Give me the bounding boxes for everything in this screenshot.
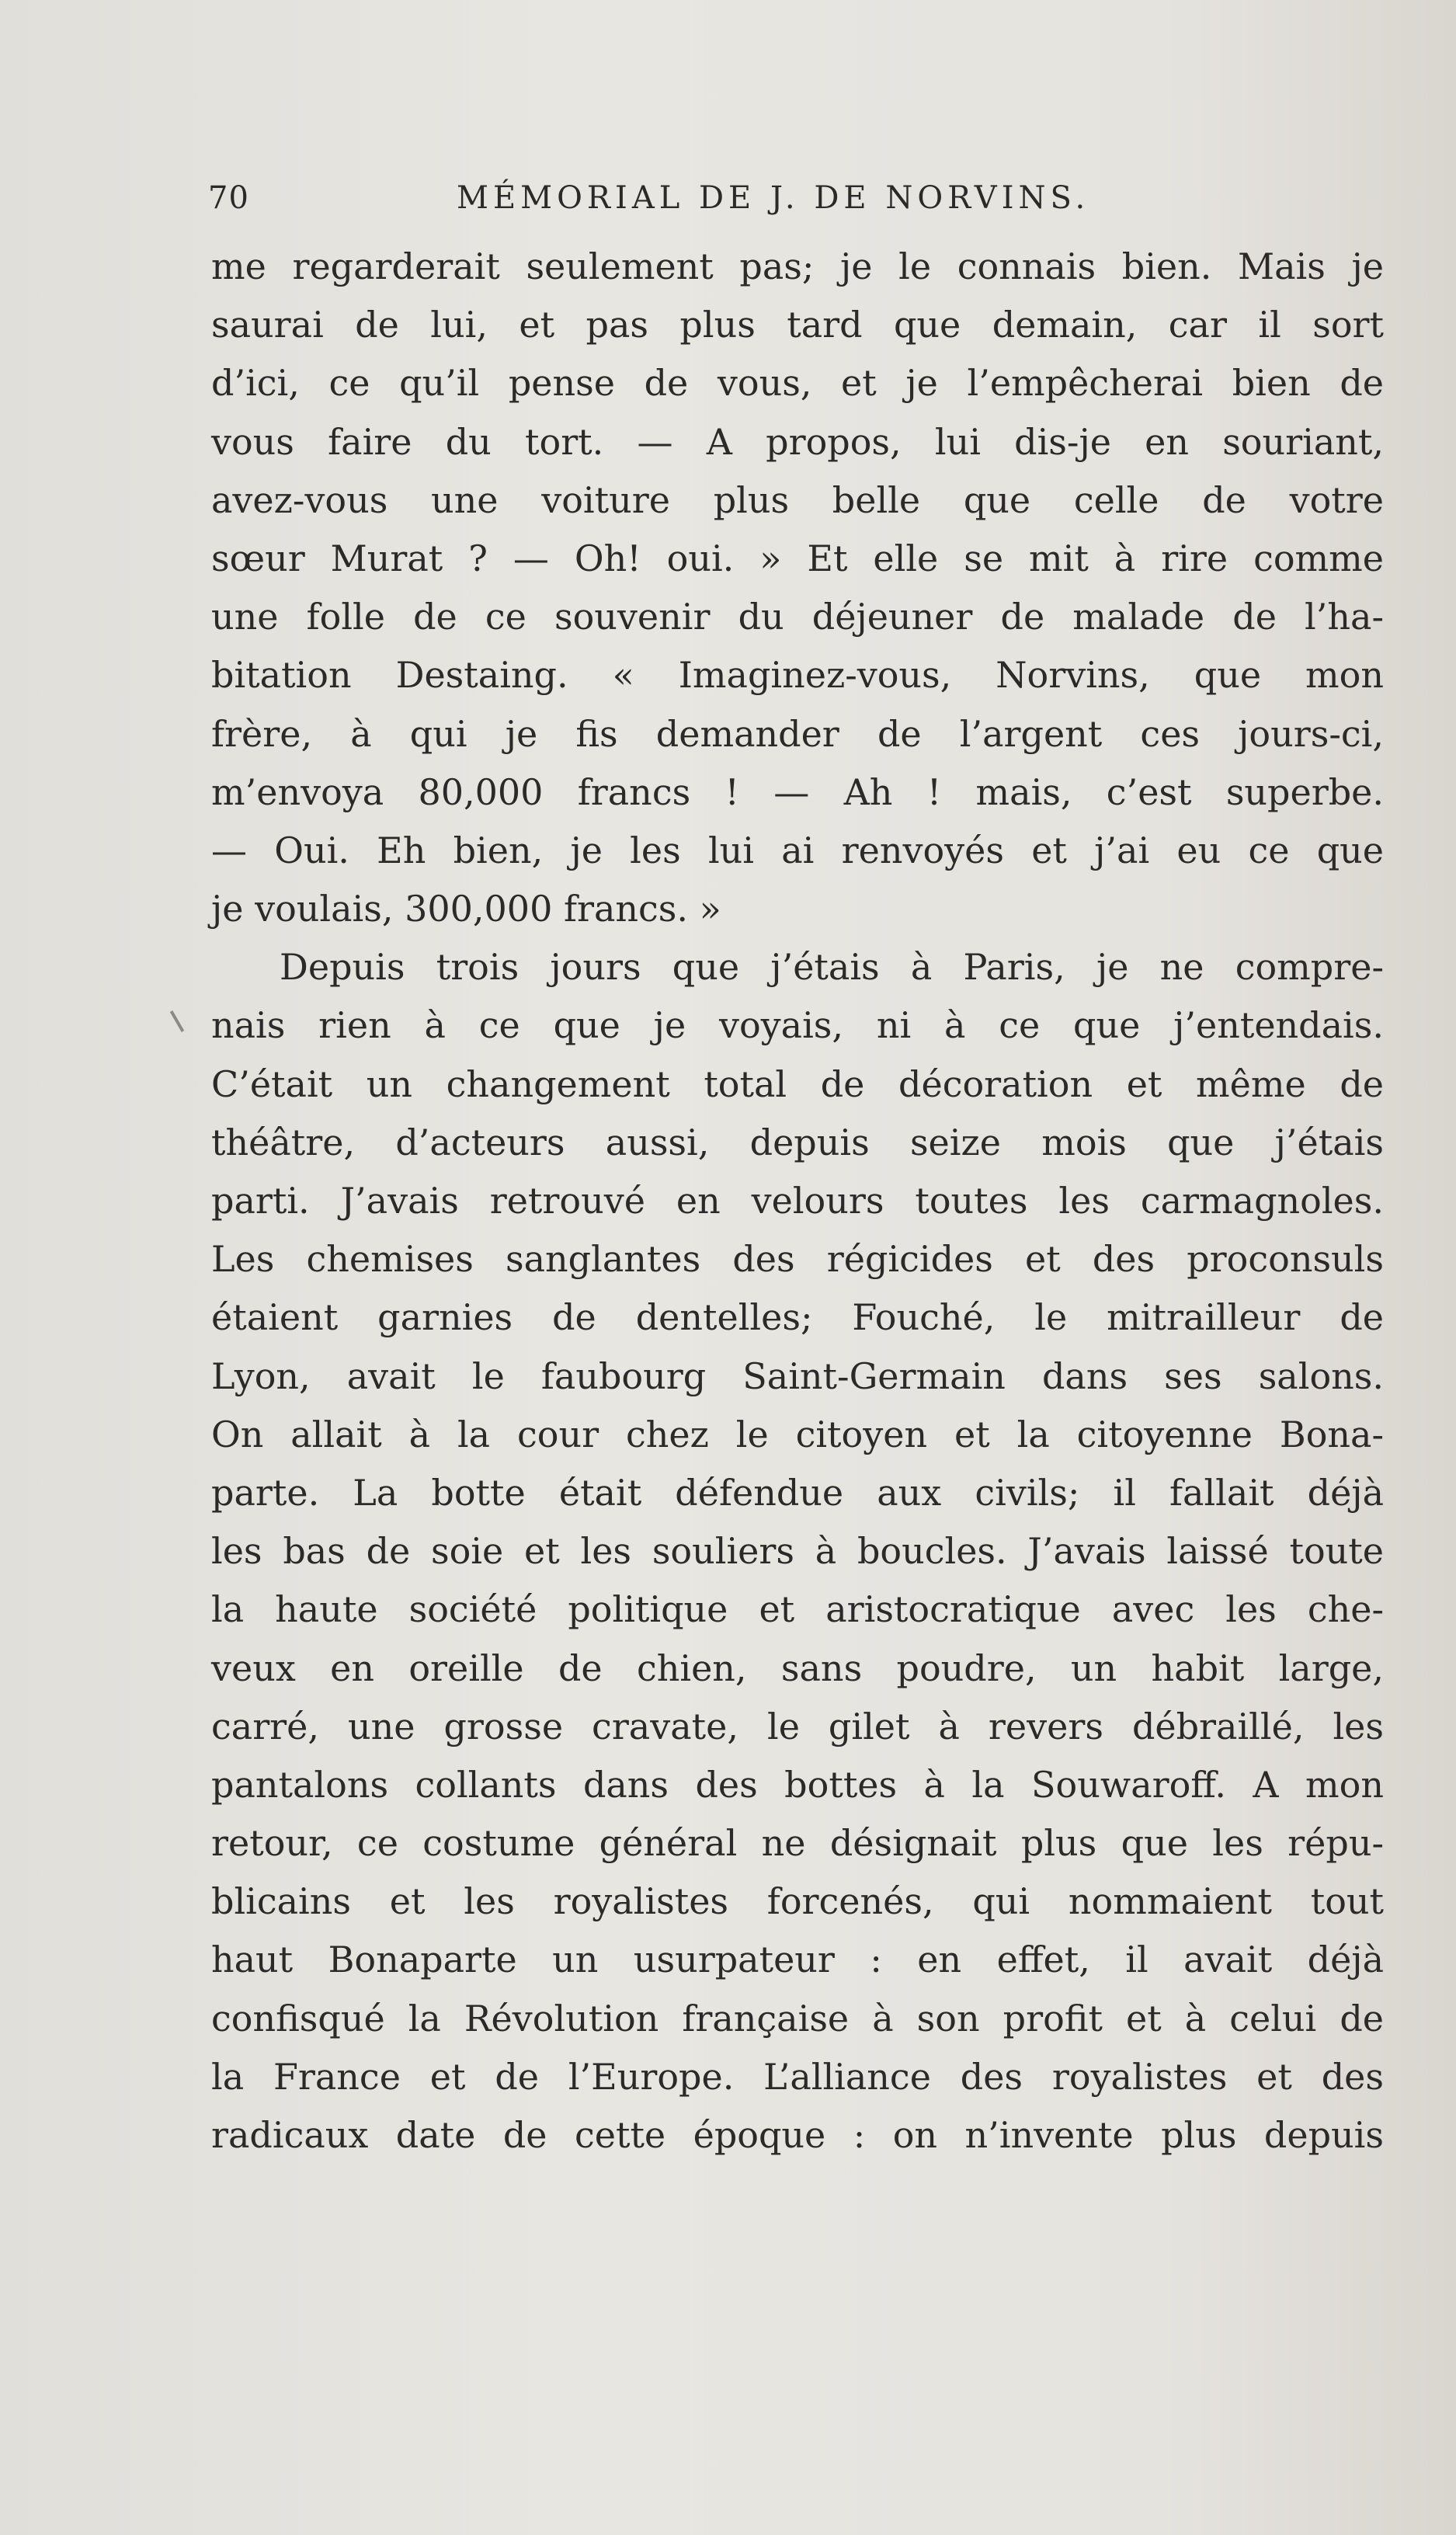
text-line: carré, une grosse cravate, le gilet à revers débraillé, les bbox=[211, 1705, 1384, 1747]
text-line: — Oui. Eh bien, je les lui ai renvoyés et j’ai eu ce que bbox=[211, 829, 1384, 871]
text-line: d’ici, ce qu’il pense de vous, et je l’empêcherai bien de bbox=[211, 362, 1384, 405]
text-line: les bas de soie et les souliers à boucles. J’avais laissé toute bbox=[211, 1530, 1384, 1573]
text-line: Les chemises sanglantes des régicides et des proconsuls bbox=[211, 1238, 1384, 1281]
text-line: me regarderait seulement pas; je le connais bien. Mais je bbox=[211, 245, 1384, 287]
paragraph-start-line: Depuis trois jours que j’étais à Paris, je ne compre- bbox=[280, 946, 1384, 989]
text-line: une folle de ce souvenir du déjeuner de malade de l’ha- bbox=[211, 596, 1384, 638]
text-line: vous faire du tort. — A propos, lui dis-je en souriant, bbox=[211, 420, 1384, 463]
text-line: la France et de l’Europe. L’alliance des royalistes et des bbox=[211, 2055, 1384, 2098]
text-line: nais rien à ce que je voyais, ni à ce que j’entendais. bbox=[211, 1004, 1384, 1047]
text-line: Lyon, avait le faubourg Saint-Germain dans ses salons. bbox=[211, 1354, 1384, 1397]
text-line: veux en oreille de chien, sans poudre, un habit large, bbox=[211, 1647, 1384, 1689]
text-line: m’envoya 80,000 francs ! — Ah ! mais, c’est superbe. bbox=[211, 770, 1384, 813]
text-line: radicaux date de cette époque : on n’invente plus depuis bbox=[211, 2114, 1384, 2156]
text-line: confisqué la Révolution française à son profit et à celui de bbox=[211, 1997, 1384, 2039]
margin-mark bbox=[170, 1010, 184, 1032]
text-line: frère, à qui je fis demander de l’argent ces jours-ci, bbox=[211, 712, 1384, 755]
running-head: MÉMORIAL DE J. DE NORVINS. bbox=[457, 180, 1090, 216]
page-header bbox=[208, 180, 1140, 227]
text-line: parte. La botte était défendue aux civils; il fallait déjà bbox=[211, 1471, 1384, 1514]
text-line: pantalons collants dans des bottes à la Souwaroff. A mon bbox=[211, 1763, 1384, 1806]
text-line: étaient garnies de dentelles; Fouché, le mitrailleur de bbox=[211, 1296, 1384, 1339]
text-line: parti. J’avais retrouvé en velours toutes les carmagnoles. bbox=[211, 1180, 1384, 1222]
page-number: 70 bbox=[208, 180, 249, 216]
text-line: haut Bonaparte un usurpateur : en effet, il avait déjà bbox=[211, 1939, 1384, 1981]
text-line: retour, ce costume général ne désignait plus que les répu- bbox=[211, 1822, 1384, 1865]
text-line: je voulais, 300,000 francs. » bbox=[211, 888, 721, 930]
text-line: bitation Destaing. « Imaginez-vous, Norvins, que mon bbox=[211, 654, 1384, 697]
text-line: On allait à la cour chez le citoyen et la citoyenne Bona- bbox=[211, 1413, 1384, 1455]
text-line: la haute société politique et aristocratique avec les che- bbox=[211, 1588, 1384, 1631]
text-line: blicains et les royalistes forcenés, qui nommaient tout bbox=[211, 1880, 1384, 1923]
text-line: avez-vous une voiture plus belle que celle de votre bbox=[211, 478, 1384, 521]
text-line: C’était un changement total de décoration et même de bbox=[211, 1062, 1384, 1105]
body-text bbox=[211, 238, 1384, 2165]
text-line: théâtre, d’acteurs aussi, depuis seize mois que j’étais bbox=[211, 1121, 1384, 1163]
text-line: sœur Murat ? — Oh! oui. » Et elle se mit à rire comme bbox=[211, 537, 1384, 579]
text-line: saurai de lui, et pas plus tard que demain, car il sort bbox=[211, 304, 1384, 346]
